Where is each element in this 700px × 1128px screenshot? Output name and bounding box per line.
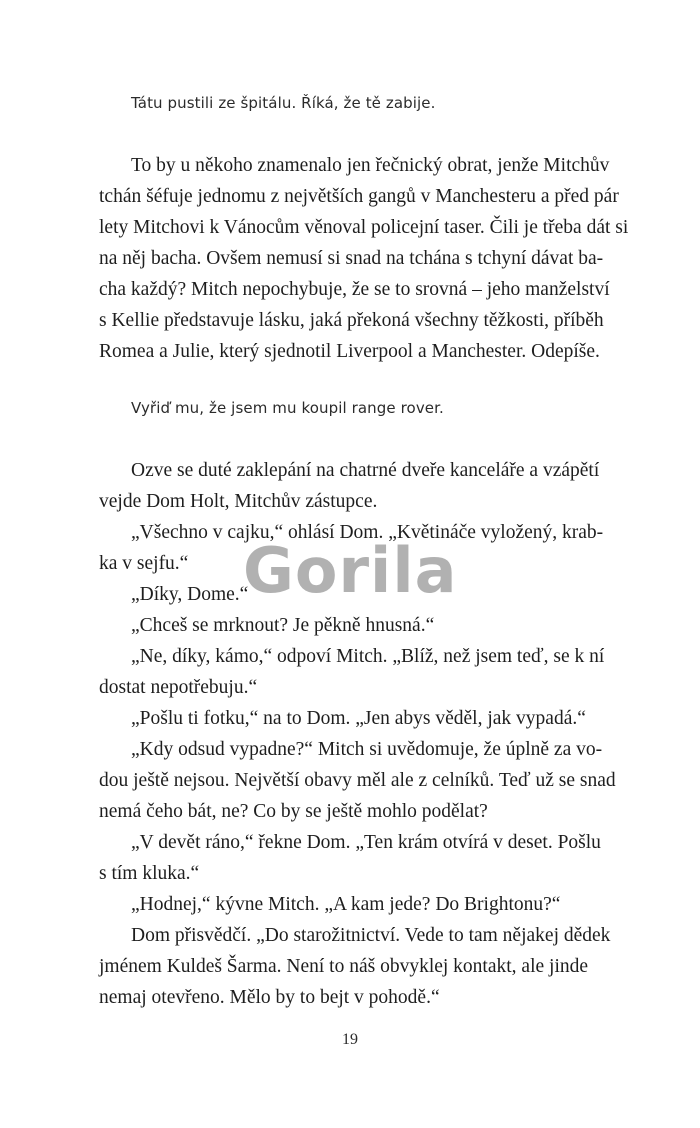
dialogue-line: dostat nepotřebuju.“ xyxy=(99,677,258,698)
text-message-2: Vyřiď mu, že jsem mu koupil range rover. xyxy=(131,399,444,417)
dialogue-line: „Ne, díky, kámo,“ odpoví Mitch. „Blíž, než jsem teď, se k ní xyxy=(131,646,605,667)
dialogue-line: „Chceš se mrknout? Je pěkně hnusná.“ xyxy=(131,615,435,636)
paragraph-1-line: tchán šéfuje jednomu z největších gangů v Manchesteru a před pár xyxy=(99,186,619,207)
dialogue-line: nemaj otevřeno. Mělo by to bejt v pohodě.“ xyxy=(99,987,440,1008)
dialogue-line: dou ještě nejsou. Největší obavy měl ale z celníků. Teď už se snad xyxy=(99,770,616,791)
paragraph-1-line: Romea a Julie, který sjednotil Liverpool a Manchester. Odepíše. xyxy=(99,341,600,362)
dialogue-line: s tím kluka.“ xyxy=(99,863,200,884)
text-message-1: Tátu pustili ze špitálu. Říká, že tě zabije. xyxy=(131,94,436,112)
watermark-logo: Gorila xyxy=(243,534,458,607)
dialogue-line: ka v sejfu.“ xyxy=(99,553,189,574)
page-number: 19 xyxy=(342,1031,358,1048)
dialogue-line: Ozve se duté zaklepání na chatrné dveře kanceláře a vzápětí xyxy=(131,460,600,481)
dialogue-line: Dom přisvědčí. „Do starožitnictví. Vede to tam nějakej dědek xyxy=(131,925,611,946)
dialogue-line: „Pošlu ti fotku,“ na to Dom. „Jen abys věděl, jak vypadá.“ xyxy=(131,708,586,729)
paragraph-1-line: cha každý? Mitch nepochybuje, že se to srovná – jeho manželství xyxy=(99,279,610,300)
paragraph-1-line: To by u někoho znamenalo jen řečnický obrat, jenže Mitchův xyxy=(131,155,610,176)
dialogue-line: „Hodnej,“ kývne Mitch. „A kam jede? Do Brightonu?“ xyxy=(131,894,561,915)
dialogue-line: „Kdy odsud vypadne?“ Mitch si uvědomuje, že úplně za vo- xyxy=(131,739,603,760)
paragraph-1-line: lety Mitchovi k Vánocům věnoval policejní taser. Čili je třeba dát si xyxy=(99,217,629,238)
paragraph-1-line: s Kellie představuje lásku, jaká překoná všechny těžkosti, příběh xyxy=(99,310,604,331)
dialogue-line: vejde Dom Holt, Mitchův zástupce. xyxy=(99,491,378,512)
paragraph-1-line: na něj bacha. Ovšem nemusí si snad na tchána s tchyní dávat ba- xyxy=(99,248,604,269)
dialogue-line: „Díky, Dome.“ xyxy=(131,584,249,605)
dialogue-line: „V devět ráno,“ řekne Dom. „Ten krám otvírá v deset. Pošlu xyxy=(131,832,601,853)
dialogue-line: „Všechno v cajku,“ ohlásí Dom. „Květináče vyložený, krab- xyxy=(131,522,604,543)
dialogue-line: jménem Kuldeš Šarma. Není to náš obvyklej kontakt, ale jinde xyxy=(99,956,589,977)
dialogue-line: nemá čeho bát, ne? Co by se ještě mohlo podělat? xyxy=(99,801,488,822)
